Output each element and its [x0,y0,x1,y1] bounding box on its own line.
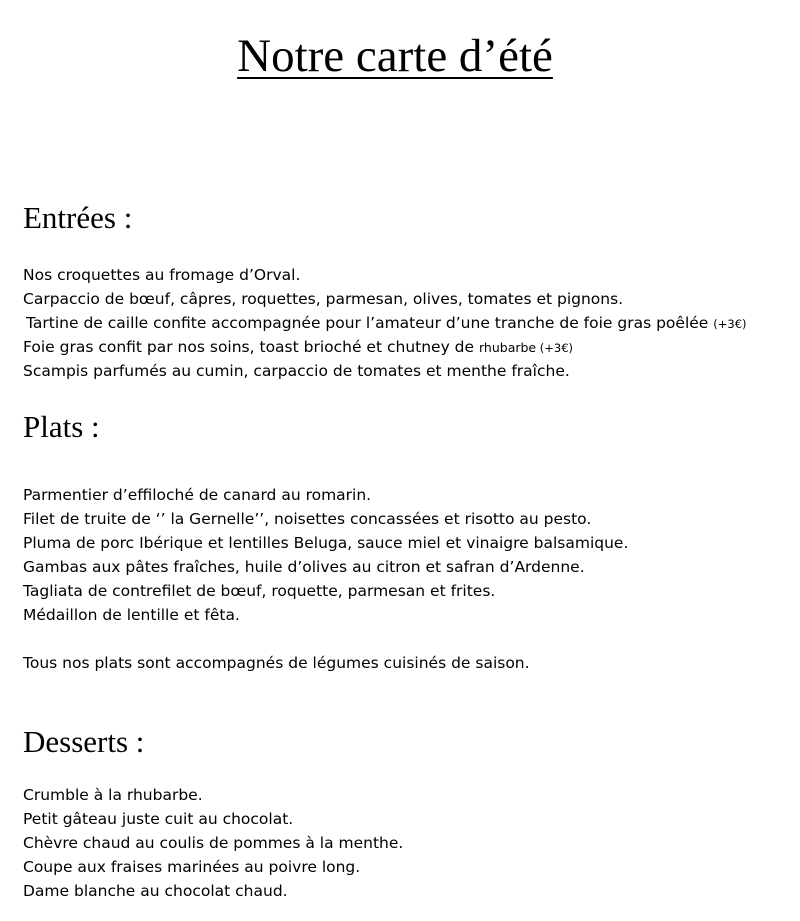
list-item [23,879,403,903]
list-item [23,831,403,855]
plats-note: Tous nos plats sont accompagnés de légumes cuisinés de saison. [23,654,530,672]
item-text: Coupe aux fraises marinées au poivre long. [23,858,361,876]
list-item [23,311,747,335]
list-item [23,335,747,359]
list-item [23,263,747,287]
supplement-price: (+3€) [536,341,574,355]
list-item [23,531,628,555]
entrees-list [23,263,747,383]
item-text: Chèvre chaud au coulis de pommes à la menthe. [23,834,404,852]
plats-list [23,483,628,627]
item-text: Filet de truite de ‘’ la Gernelle’’, noisettes concassées et risotto au pesto. [23,510,592,528]
item-text: Foie gras confit par nos soins, toast brioché et chutney de [23,338,479,356]
supplement-price: (+3€) [713,317,747,331]
item-text: Tartine de caille confite accompagnée pour l’amateur d’une tranche de foie gras poêlée [26,314,714,332]
list-item [23,359,747,383]
list-item [23,555,628,579]
list-item [23,603,628,627]
list-item [23,783,403,807]
section-heading-entrees: Entrées : [23,200,133,235]
page-title: Notre carte d’été [237,30,553,82]
list-item [23,579,628,603]
list-item [23,287,747,311]
item-text: Nos croquettes au fromage d’Orval. [23,266,301,284]
list-item [23,507,628,531]
item-text: Tagliata de contrefilet de bœuf, roquette, parmesan et frites. [23,582,496,600]
item-small-word: rhubarbe [479,340,537,355]
list-item [23,855,403,879]
item-text: Crumble à la rhubarbe. [23,786,203,804]
list-item [23,483,628,507]
item-text: Médaillon de lentille et fêta. [23,606,240,624]
section-heading-plats: Plats : [23,409,100,444]
item-text: Gambas aux pâtes fraîches, huile d’olives au citron et safran d’Ardenne. [23,558,585,576]
section-heading-desserts: Desserts : [23,724,145,759]
list-item [23,807,403,831]
item-text: Petit gâteau juste cuit au chocolat. [23,810,294,828]
item-text: Scampis parfumés au cumin, carpaccio de tomates et menthe fraîche. [23,362,570,380]
item-text: Pluma de porc Ibérique et lentilles Beluga, sauce miel et vinaigre balsamique. [23,534,629,552]
desserts-list [23,783,403,903]
item-text: Dame blanche au chocolat chaud. [23,882,288,900]
item-text: Parmentier d’effiloché de canard au romarin. [23,486,372,504]
item-text: Carpaccio de bœuf, câpres, roquettes, parmesan, olives, tomates et pignons. [23,290,624,308]
